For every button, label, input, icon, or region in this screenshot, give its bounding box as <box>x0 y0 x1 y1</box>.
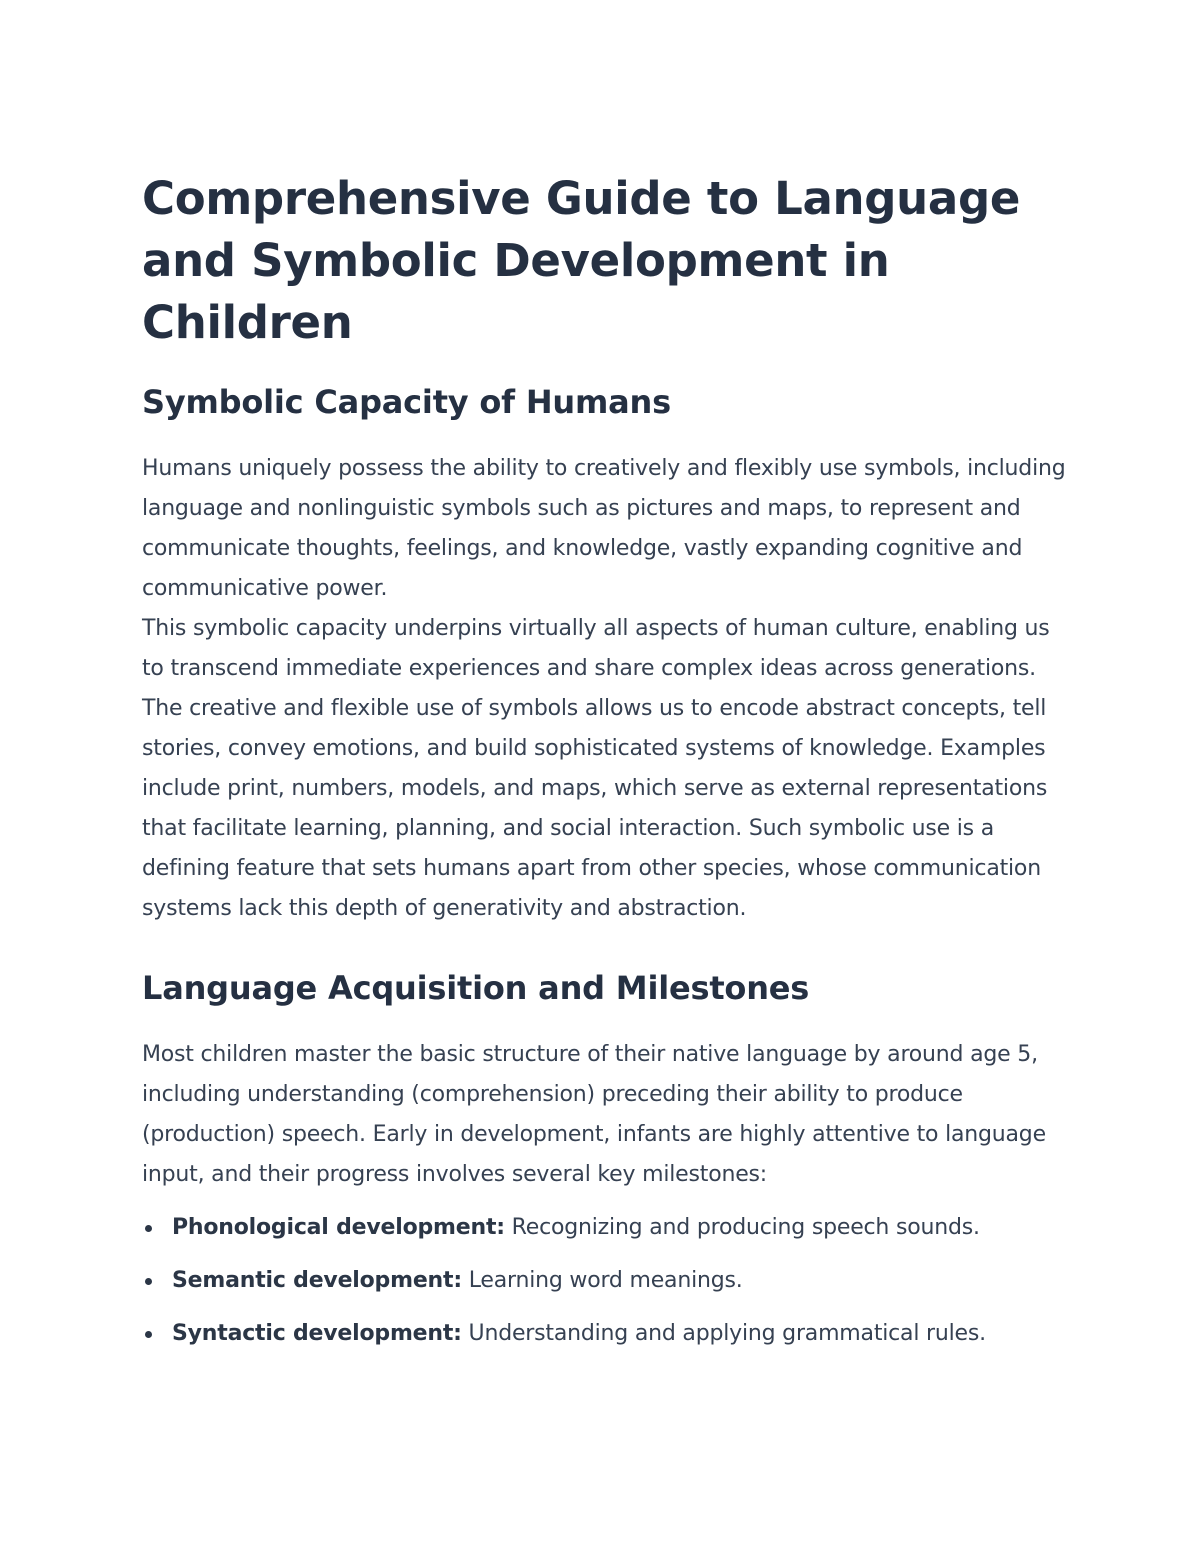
list-item-text: Understanding and applying grammatical rules. <box>461 1321 986 1346</box>
paragraph-symbolic-intro: Humans uniquely possess the ability to creatively and flexibly use symbols, including language and nonlinguistic symbols such as pictures and maps, to represent and communicate thoughts, feelings, and knowledge, vastly expanding cognitive and communicative power. <box>142 456 1066 601</box>
bullet-icon <box>145 1278 152 1285</box>
milestones-list <box>142 1208 1072 1354</box>
bullet-icon <box>145 1225 152 1232</box>
list-item-semantic <box>142 1261 1072 1301</box>
section-heading-symbolic-capacity: Symbolic Capacity of Humans <box>142 383 671 421</box>
document-page <box>142 168 1072 1367</box>
list-item-syntactic <box>142 1314 1072 1354</box>
paragraph-language-intro: Most children master the basic structure of their native language by around age 5, including understanding (comprehension) preceding their ability to produce (production) speech. Early in development, infants are highly attentive to language input, and their progress involves several key milestones: <box>142 1042 1046 1187</box>
section-heading-language-acquisition: Language Acquisition and Milestones <box>142 969 810 1007</box>
list-item-text: Learning word meanings. <box>461 1268 743 1293</box>
document-title: Comprehensive Guide to Language and Symbolic Development in Children <box>142 172 1021 349</box>
list-item-term: Semantic development: <box>172 1268 462 1293</box>
list-item-text: Recognizing and producing speech sounds. <box>504 1215 980 1240</box>
list-item-phonological <box>142 1208 1072 1248</box>
paragraph-symbolic-detail: This symbolic capacity underpins virtually all aspects of human culture, enabling us to transcend immediate experiences and share complex ideas across generations. The creative and flexible use of symbols allows us to encode abstract concepts, tell stories, convey emotions, and build sophisticated systems of knowledge. Examples include print, numbers, models, and maps, which serve as external representations that facilitate learning, planning, and social interaction. Such symbolic use is a defining feature that sets humans apart from other species, whose communication systems lack this depth of generativity and abstraction. <box>142 616 1050 921</box>
list-item-term: Syntactic development: <box>172 1321 462 1346</box>
list-item-term: Phonological development: <box>172 1215 505 1240</box>
bullet-icon <box>145 1331 152 1338</box>
